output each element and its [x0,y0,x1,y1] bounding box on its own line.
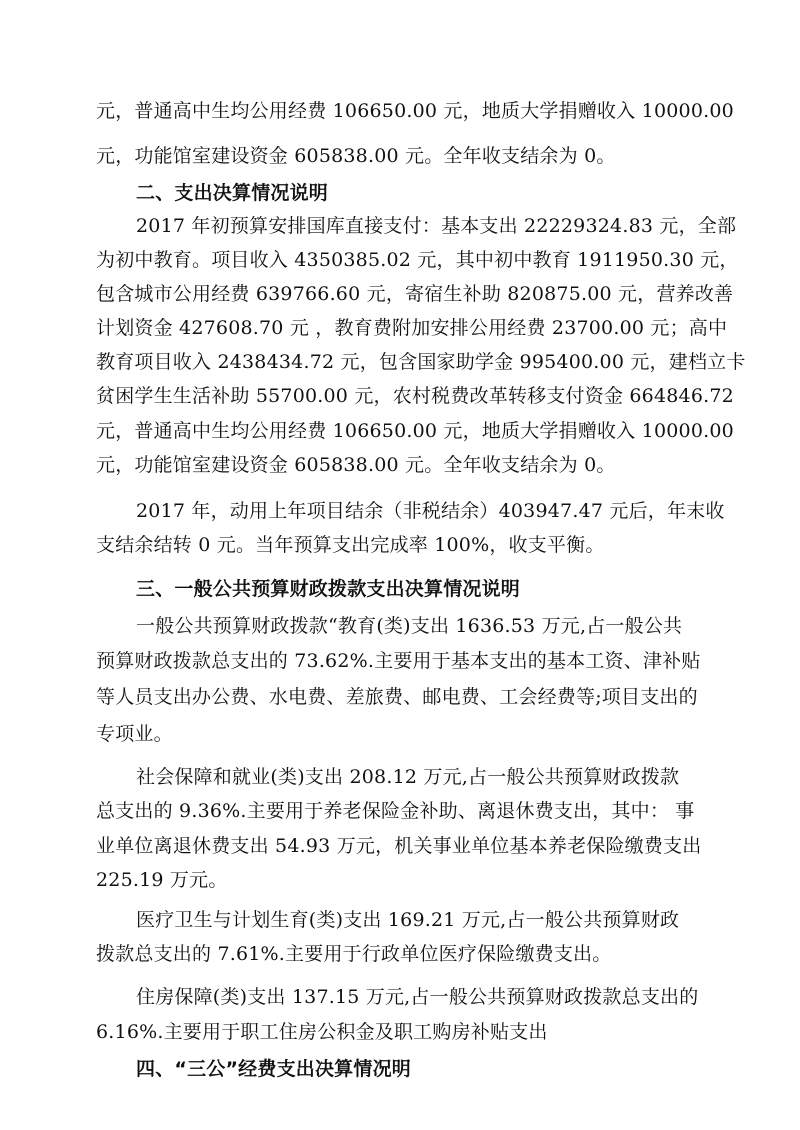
paragraph-line: 225.19 万元。 [96,869,228,891]
paragraph-line: 贫困学生生活补助 55700.00 元，农村税费改革转移支付资金 664846.72 [96,385,734,407]
paragraph-line: 专项业。 [96,723,173,745]
paragraph-line: 业单位离退休费支出 54.93 万元，机关事业单位基本养老保险缴费支出 [96,835,702,857]
paragraph-line: 计划资金 427608.70 元 ，教育费附加安排公用经费 23700.00 元；高中 [96,317,728,339]
paragraph-line: 包含城市公用经费 639766.60 元，寄宿生补助 820875.00 元，营养改善 [96,283,734,305]
section-heading: 三、一般公共预算财政拨款支出决算情况说明 [136,578,521,600]
paragraph-line: 2017 年，动用上年项目结余（非税结余）403947.47 元后，年末收 [136,500,725,522]
paragraph-line: 社会保障和就业(类)支出 208.12 万元,占一般公共预算财政拨款 [136,766,680,788]
paragraph-line: 一般公共预算财政拨款“教育(类)支出 1636.53 万元,占一般公共 [136,615,683,637]
paragraph-line: 预算财政拨款总支出的 73.62%.主要用于基本支出的基本工资、津补贴 [96,650,701,672]
section-heading: 四、“三公”经费支出决算情况明 [136,1058,411,1080]
section-heading: 二、支出决算情况说明 [136,182,329,204]
paragraph-line: 元，功能馆室建设资金 605838.00 元。全年收支结余为 0。 [96,145,616,167]
paragraph-line: 住房保障(类)支出 137.15 万元,占一般公共预算财政拨款总支出的 [136,986,699,1008]
paragraph-line: 医疗卫生与计划生育(类)支出 169.21 万元,占一般公共预算财政 [136,909,680,931]
paragraph-line: 元，普通高中生均公用经费 106650.00 元，地质大学捐赠收入 10000.00 [96,100,734,122]
paragraph-line: 支结余结转 0 元。当年预算支出完成率 100%，收支平衡。 [96,534,605,556]
paragraph-line: 拨款总支出的 7.61%.主要用于行政单位医疗保险缴费支出。 [96,943,612,965]
paragraph-line: 等人员支出办公费、水电费、差旅费、邮电费、工会经费等;项目支出的 [96,686,698,708]
paragraph-line: 2017 年初预算安排国库直接支付：基本支出 22229324.83 元，全部 [136,215,737,237]
paragraph-line: 教育项目收入 2438434.72 元，包含国家助学金 995400.00 元，建档立卡 [96,351,746,373]
paragraph-line: 为初中教育。项目收入 4350385.02 元，其中初中教育 1911950.30 元， [96,249,739,271]
paragraph-line: 6.16%.主要用于职工住房公积金及职工购房补贴支出 [96,1021,548,1043]
paragraph-line: 总支出的 9.36%.主要用于养老保险金补助、离退休费支出，其中： 事 [96,800,695,822]
paragraph-line: 元，功能馆室建设资金 605838.00 元。全年收支结余为 0。 [96,454,616,476]
paragraph-line: 元，普通高中生均公用经费 106650.00 元，地质大学捐赠收入 10000.00 [96,420,734,442]
